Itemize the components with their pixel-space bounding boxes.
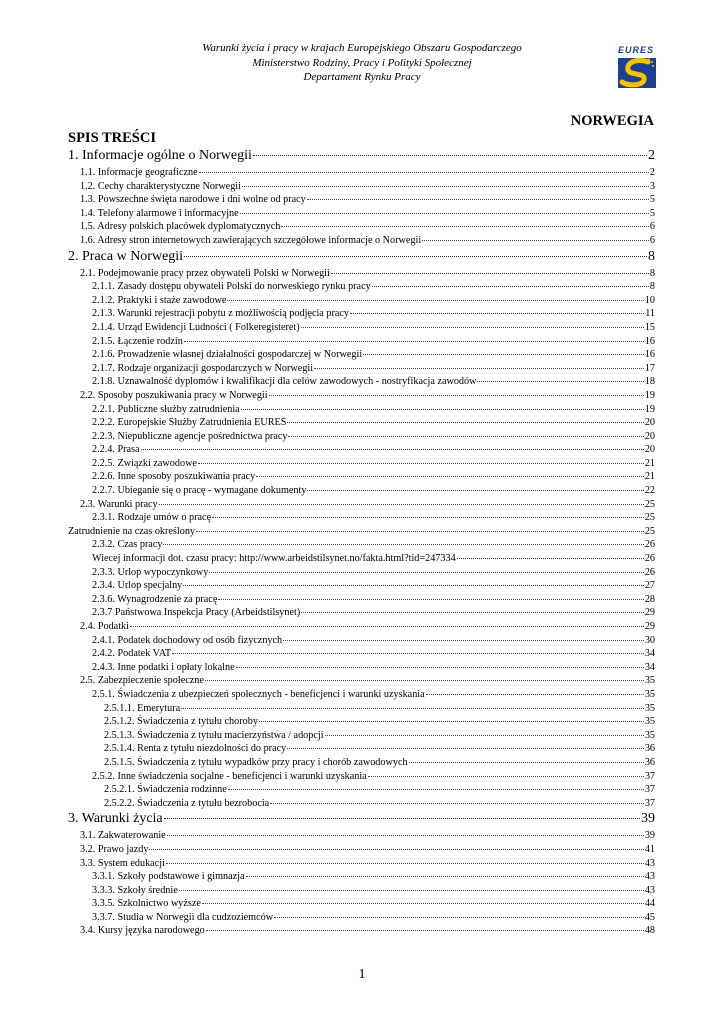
header-line-2: Ministerstwo Rodziny, Pracy i Polityki Społecznej (252, 56, 472, 69)
toc-entry-page: 2 (649, 167, 655, 178)
toc-entry-label: 3.2. Prawo jazdy (80, 843, 149, 855)
toc-leader-dots (363, 345, 644, 355)
header-line-3: Departament Rynku Pracy (303, 71, 421, 83)
toc-leader-dots (205, 671, 644, 681)
toc-leader-dots (274, 908, 644, 918)
toc-leader-dots (218, 590, 643, 600)
toc-leader-dots (130, 617, 644, 627)
toc-leader-dots (242, 177, 649, 187)
toc-leader-dots (457, 549, 644, 559)
toc-leader-dots (141, 440, 644, 450)
toc-entry-label: 2.3. Warunki pracy (80, 498, 158, 510)
toc-leader-dots (149, 840, 643, 850)
toc-entry-page: 26 (644, 539, 655, 551)
toc-entry-page: 16 (644, 349, 655, 361)
toc-entry-page: 21 (644, 457, 655, 469)
toc-entry-label: 2.1.3. Warunki rejestracji pobytu z możliwością podjęcia pracy (92, 308, 349, 320)
toc-entry-label: 2.3.7 Państwowa Inspekcja Pracy (Arbeidstilsynet) (92, 607, 301, 619)
toc-leader-dots (199, 163, 649, 173)
toc-entry-page: 5 (649, 207, 655, 219)
toc-entry-page: 45 (644, 911, 655, 923)
toc-leader-dots (240, 204, 649, 214)
toc-entry-label: 2.4.3. Inne podatki i opłaty lokalne (92, 661, 235, 673)
toc-entry-page: 41 (644, 843, 655, 855)
toc-leader-dots (159, 495, 644, 505)
toc-leader-dots (202, 894, 644, 904)
toc-leader-dots (227, 291, 643, 301)
toc-leader-dots (301, 318, 644, 328)
header-line-1: Warunki życia i pracy w krajach Europejskiego Obszaru Gospodarczego (202, 42, 522, 54)
toc-entry-page: 18 (644, 376, 655, 388)
toc-entry-label: 2. Praca w Norwegii (68, 248, 184, 264)
toc-entry-label: 2.2.6. Inne sposoby poszukiwania pracy (92, 471, 256, 483)
toc-entry-label: 2.5.2. Inne świadczenia socjalne - beneficjenci i warunki uzyskania (92, 770, 367, 782)
toc-entry-page: 36 (644, 743, 655, 755)
toc-entry-page: 35 (644, 729, 655, 741)
toc-leader-dots (198, 454, 644, 464)
toc-entry-label: 1.6. Adresy stron internetowych zawierających szczegółowe informacje o Norwegii (80, 234, 422, 246)
toc-entry-page: 5 (649, 194, 655, 206)
toc-entry-page: 43 (644, 871, 655, 883)
table-of-contents (68, 146, 655, 937)
toc-entry-page: 43 (644, 884, 655, 896)
toc-entry-page: 44 (644, 898, 655, 910)
toc-entry-page: 34 (644, 648, 655, 660)
toc-entry-page: 27 (644, 580, 655, 592)
toc-entry-page: 43 (644, 857, 655, 869)
toc-entry-label: Wiecej informacji dot. czasu pracy: http://www.arbeidstilsynet.no/fakta.html?tid=247334 (92, 553, 456, 565)
toc-entry-page: 39 (641, 811, 655, 827)
toc-entry-page: 34 (644, 661, 655, 673)
toc-entry-label: 2.5.2.2. Świadczenia z tytułu bezrobocia (104, 797, 270, 809)
toc-entry-label: 2.1.7. Rodzaje organizacji gospodarczych w Norwegii (92, 362, 314, 374)
toc-entry-page: 2 (648, 148, 655, 163)
toc-leader-dots (259, 712, 644, 722)
toc-leader-dots (209, 563, 644, 573)
toc-leader-dots (314, 359, 644, 369)
toc-leader-dots (196, 522, 644, 532)
toc-entry-label: 1.5. Adresy polskich placówek dyplomatycznych (80, 221, 281, 233)
toc-leader-dots (269, 386, 644, 396)
toc-entry-label: 2.3.3. Urlop wypoczynkowy (92, 566, 209, 578)
toc-entry-label: 2.3.6. Wynagrodzenie za pracę (92, 593, 218, 605)
toc-entry-page: 15 (644, 321, 655, 333)
toc-leader-dots (325, 726, 644, 736)
toc-entry-label: 2.2.4. Prasa (92, 444, 140, 456)
toc-leader-dots (184, 244, 647, 257)
toc-entry-page: 26 (644, 566, 655, 578)
toc-leader-dots (368, 767, 644, 777)
toc-entry-page: 6 (649, 234, 655, 246)
country-heading: NORWEGIA (570, 113, 654, 129)
toc-entry-page: 3 (649, 180, 655, 192)
toc-entry-label: Zatrudnienie na czas określony (68, 525, 196, 537)
toc-entry-page: 16 (644, 335, 655, 347)
toc-entry-page: 37 (644, 784, 655, 796)
toc-entry-page: 48 (644, 925, 655, 937)
toc-entry-label: 2.4. Podatki (80, 621, 129, 632)
toc-entry-label: 2.2.3. Niepubliczne agencje pośrednictwa pracy (92, 430, 288, 442)
toc-leader-dots (287, 739, 644, 749)
toc-entry-label: 3.1. Zakwaterowanie (80, 830, 166, 842)
toc-entry-label: 2.2. Sposoby poszukiwania pracy w Norwegii (80, 389, 268, 401)
toc-entry-label: 1.1. Informacje geograficzne (80, 167, 198, 178)
toc-entry-label: 3. Warunki życia (68, 811, 163, 827)
toc-entry-label: 2.5.1.2. Świadczenia z tytułu choroby (104, 716, 258, 728)
toc-leader-dots (172, 644, 644, 654)
toc-entry-page: 25 (644, 498, 655, 510)
toc-leader-dots (212, 508, 644, 518)
toc-entry-page: 35 (644, 688, 655, 700)
toc-entry-label: 2.2.2. Europejskie Służby Zatrudnienia EURES (92, 417, 287, 429)
toc-entry-label: 2.2.7. Ubieganie się o pracę - wymagane dokumenty (92, 485, 307, 497)
toc-entry-label: 2.5.1. Świadczenia z ubezpieczeń społecznych - beneficjenci i warunki uzyskania (92, 688, 425, 700)
toc-entry-page: 20 (644, 430, 655, 442)
toc-entry-label: 3.4. Kursy języka narodowego (80, 925, 205, 937)
toc-leader-dots (283, 631, 644, 641)
toc-leader-dots (350, 304, 644, 314)
svg-text:EURES: EURES (617, 45, 655, 55)
toc-entry-page: 8 (649, 281, 655, 293)
toc-leader-dots (184, 332, 644, 342)
toc-leader-dots (167, 826, 644, 836)
toc-entry-page: 36 (644, 756, 655, 768)
toc-entry-label: 2.4.2. Podatek VAT (92, 648, 172, 660)
toc-leader-dots (426, 685, 644, 695)
toc-leader-dots (183, 576, 644, 586)
toc-entry-page: 20 (644, 417, 655, 429)
toc-leader-dots (372, 277, 649, 287)
eures-logo (612, 44, 660, 90)
toc-leader-dots (206, 921, 644, 931)
toc-leader-dots (281, 217, 649, 227)
toc-leader-dots (288, 427, 643, 437)
toc-leader-dots (307, 190, 649, 200)
toc-entry-page: 25 (644, 512, 655, 524)
toc-entry-label: 2.5.1.1. Emerytura (104, 702, 181, 714)
toc-leader-dots (287, 413, 643, 423)
toc-leader-dots (422, 231, 649, 241)
toc-entry-page: 37 (644, 770, 655, 782)
toc-entry-label: 2.2.1. Publiczne służby zatrudnienia (92, 403, 240, 415)
toc-title: SPIS TREŚCI (68, 130, 156, 146)
toc-leader-dots (228, 780, 644, 790)
toc-entry-page: 19 (644, 403, 655, 415)
toc-entry-label: 2.1.2. Praktyki i staże zawodowe (92, 294, 227, 306)
toc-entry-page: 28 (644, 593, 655, 605)
toc-entry-label: 2.1.1. Zasady dostępu obywateli Polski do norweskiego rynku pracy (92, 281, 371, 293)
toc-leader-dots (409, 753, 644, 763)
toc-entry-page: 10 (644, 294, 655, 306)
toc-entry-page: 19 (644, 389, 655, 401)
toc-leader-dots (236, 658, 644, 668)
toc-entry-label: 3.3.7. Studia w Norwegii dla cudzoziemców (92, 911, 274, 923)
toc-entry-page: 21 (644, 471, 655, 483)
toc-entry-page: 11 (645, 308, 655, 320)
toc-entry-page: 25 (644, 525, 655, 537)
toc-entry-page: 8 (649, 267, 655, 279)
toc-entry-label: 3.3.3. Szkoły średnie (92, 884, 178, 896)
toc-entry-label: 2.1.5. Łączenie rodzin (92, 335, 183, 347)
toc-entry-label: 2.5.1.4. Renta z tytułu niezdolności do pracy (104, 743, 287, 755)
toc-leader-dots (181, 699, 644, 709)
toc-entry-page: 35 (644, 702, 655, 714)
toc-entry-label: 2.2.5. Związki zawodowe (92, 457, 197, 469)
toc-entry-page: 30 (644, 634, 655, 646)
toc-leader-dots (301, 603, 644, 613)
toc-leader-dots (477, 372, 643, 382)
toc-entry-page: 17 (644, 362, 655, 374)
toc-entry-page: 29 (644, 607, 655, 619)
toc-entry-label: 2.1.4. Urząd Ewidencji Ludności ( Folkeregisteret) (92, 321, 300, 333)
toc-entry-label: 2.5.1.5. Świadczenia z tytułu wypadków przy pracy i chorób zawodowych (104, 756, 408, 768)
toc-entry-label: 2.3.1. Rodzaje umów o pracę (92, 512, 212, 524)
toc-leader-dots (246, 867, 644, 877)
toc-entry-page: 8 (648, 248, 655, 264)
toc-entry-label: 2.1.6. Prowadzenie własnej działalności gospodarczej w Norwegii (92, 349, 363, 361)
toc-leader-dots (166, 854, 644, 864)
toc-entry-page: 29 (644, 621, 655, 632)
toc-entry-label: 2.4.1. Podatek dochodowy od osób fizycznych (92, 634, 283, 646)
page-number: 1 (358, 967, 366, 982)
toc-entry-page: 35 (644, 675, 655, 687)
toc-entry-page: 39 (644, 830, 655, 842)
toc-entry-label: 2.3.2. Czas pracy (92, 539, 163, 551)
toc-entry-label: 1.4. Telefony alarmowe i informacyjne (80, 207, 239, 219)
toc-leader-dots (256, 467, 644, 477)
toc-entry-label: 1.3. Powszechne święta narodowe i dni wolne od pracy (80, 194, 306, 206)
toc-entry-page: 35 (644, 716, 655, 728)
toc-entry-label: 2.5.2.1. Świadczenia rodzinne (104, 784, 227, 796)
toc-entry-label: 2.5. Zabezpieczenie społeczne (80, 675, 204, 687)
toc-entry-label: 1. Informacje ogólne o Norwegii (68, 148, 252, 163)
toc-leader-dots (253, 143, 647, 156)
toc-entry-label: 3.3. System edukacji (80, 857, 165, 869)
toc-entry-page: 20 (644, 444, 655, 456)
toc-entry-label: 1.2. Cechy charakterystyczne Norwegii (80, 180, 241, 192)
toc-entry-page: 37 (644, 797, 655, 809)
toc-entry-page: 22 (644, 485, 655, 497)
toc-entry-page: 26 (644, 553, 655, 565)
toc-entry-page: 6 (649, 221, 655, 233)
toc-leader-dots (241, 400, 644, 410)
toc-leader-dots (179, 881, 644, 891)
toc-entry-label: 3.3.5. Szkolnictwo wyższe (92, 898, 201, 910)
toc-leader-dots (331, 264, 649, 274)
toc-entry[interactable] (68, 923, 655, 937)
toc-leader-dots (163, 535, 643, 545)
toc-entry-label: 2.5.1.3. Świadczenia z tytułu macierzyństwa / adopcji (104, 729, 324, 741)
toc-entry-label: 2.3.4. Urlop specjalny (92, 580, 183, 592)
toc-leader-dots (307, 481, 643, 491)
toc-entry-label: 3.3.1. Szkoły podstawowe i gimnazja (92, 871, 245, 883)
toc-leader-dots (164, 806, 640, 819)
toc-leader-dots (270, 794, 644, 804)
toc-entry-label: 2.1.8. Uznawalność dyplomów i kwalifikacji dla celów zawodowych - nostryfikacja zawodów (92, 376, 477, 388)
toc-entry-label: 2.1. Podejmowanie pracy przez obywateli Polski w Norwegii (80, 267, 330, 279)
